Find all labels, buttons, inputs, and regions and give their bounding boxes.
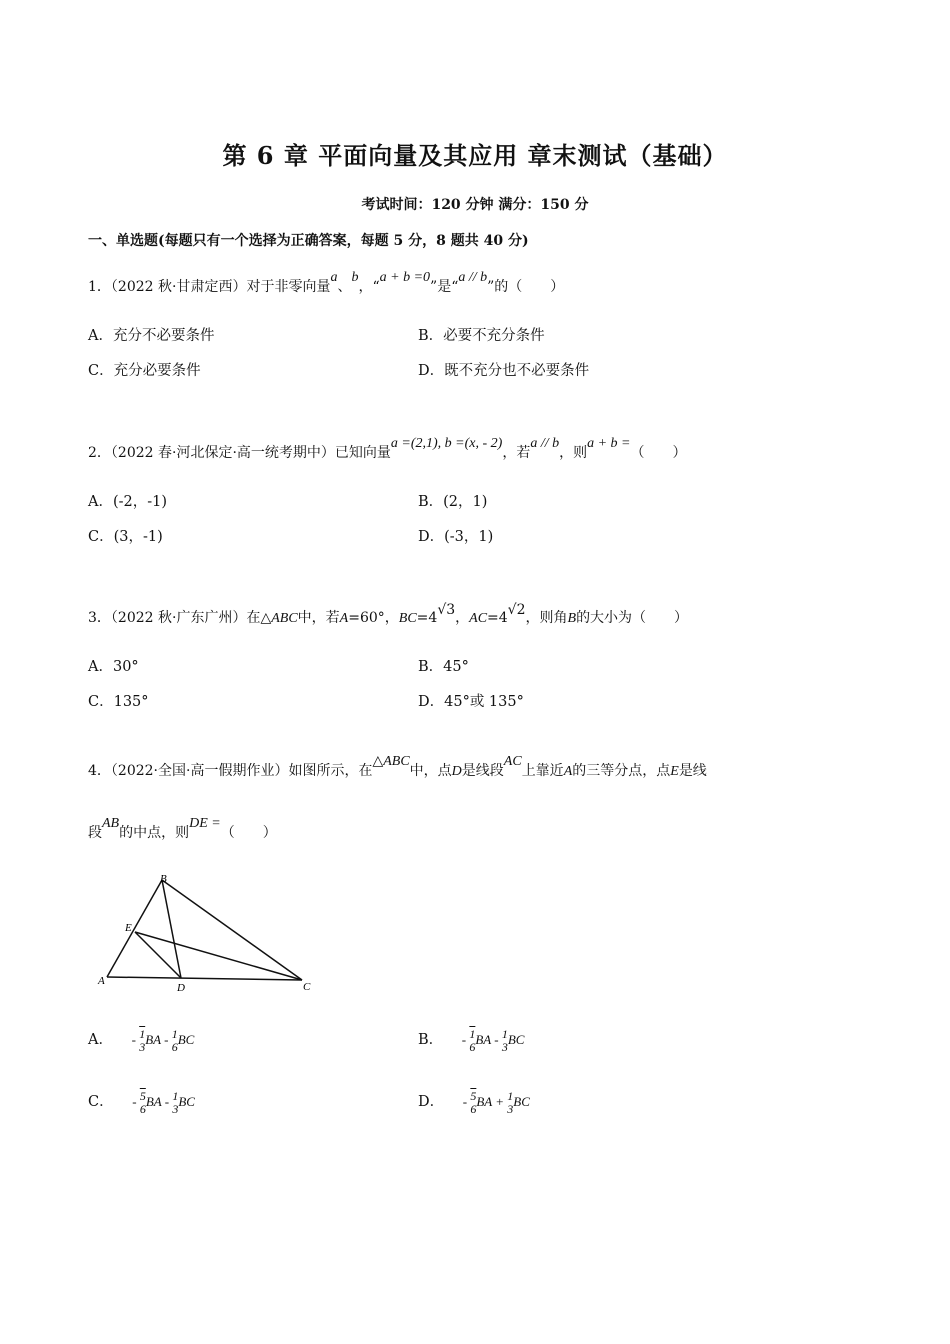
- segment-ac: [107, 977, 302, 980]
- exam-info: 考试时间：120 分钟 满分：150 分: [361, 197, 589, 213]
- q3-option-a: A．30°: [88, 659, 139, 675]
- vector: BA: [476, 1094, 492, 1109]
- vector: BC: [513, 1094, 530, 1109]
- vector: BA: [475, 1032, 492, 1047]
- denominator: 3: [139, 1040, 146, 1055]
- q3-stem-b: 中，若: [297, 610, 340, 626]
- question-1: [88, 270, 565, 296]
- vector: BC: [507, 1032, 525, 1047]
- vector: BA: [145, 1094, 162, 1109]
- q2-mid2: ，则: [559, 445, 588, 461]
- q4-option-d-expr: [462, 1089, 530, 1117]
- q3-number: 3．: [88, 610, 111, 626]
- numerator: 5: [139, 1089, 146, 1104]
- triangle-figure: [92, 868, 322, 998]
- q1-end: ”的（ ）: [487, 279, 565, 295]
- q4-de: DE =: [189, 816, 221, 831]
- q4-option-c-label: C．: [88, 1094, 114, 1110]
- operator: -: [164, 1094, 170, 1109]
- numerator: 5: [470, 1089, 477, 1104]
- denominator: 3: [501, 1040, 508, 1055]
- q4-stem-d: 上靠近: [521, 763, 564, 779]
- q3-bc: BC: [398, 611, 417, 626]
- q3-option-c: C．135°: [88, 694, 149, 710]
- label-a: A: [98, 975, 105, 987]
- q4-ac: AC: [503, 754, 522, 769]
- q4-stem-a: （2022·全国·高一假期作业）如图所示，在: [110, 763, 373, 779]
- q4-line2-b: 的中点，则: [119, 825, 190, 841]
- q1-sep: 、: [337, 279, 352, 295]
- numerator: 1: [469, 1027, 476, 1042]
- q4-option-a-expr: [131, 1027, 195, 1055]
- q2-option-b: B．(2，1): [418, 494, 488, 510]
- denominator: 6: [469, 1040, 476, 1055]
- question-3: [88, 602, 689, 627]
- q1-condition-sum: a + b =0: [379, 270, 431, 285]
- q4-option-b: [418, 1028, 524, 1054]
- section-heading: 一、单选题(每题只有一个选择为正确答案，每题 5 分，8 题共 40 分): [88, 233, 529, 249]
- denominator: 6: [139, 1102, 146, 1117]
- q1-mid: ”是“: [430, 279, 459, 295]
- denominator: 6: [470, 1102, 477, 1117]
- operator: -: [164, 1032, 169, 1047]
- q4-option-c-expr: [132, 1089, 195, 1117]
- q3-stem-h: 的大小为（ ）: [576, 610, 689, 626]
- numerator: 1: [507, 1089, 514, 1104]
- q4-option-d-label: D．: [418, 1094, 445, 1110]
- q2-option-d: D．(-3，1): [418, 529, 494, 545]
- numerator: 1: [501, 1027, 508, 1042]
- sign: -: [461, 1032, 467, 1047]
- segment-ab: [107, 880, 162, 977]
- sign: -: [131, 1032, 136, 1047]
- q1-condition-parallel: a // b: [458, 270, 488, 285]
- q3-sqrt2: √2: [507, 602, 526, 618]
- q4-option-c: [88, 1090, 195, 1116]
- q3-ac: AC: [469, 611, 488, 626]
- q4-stem-f: 是线: [678, 763, 707, 779]
- q2-end: （ ）: [630, 445, 687, 461]
- q1-option-d: D．既不充分也不必要条件: [418, 363, 590, 379]
- q4-option-a-label: A．: [88, 1032, 113, 1048]
- q2-sum: a + b =: [587, 436, 631, 451]
- q3-stem-f: =4: [487, 610, 508, 626]
- q2-mid1: ，若: [502, 445, 531, 461]
- q2-vectors: a =(2,1), b =(x, - 2): [390, 436, 503, 451]
- q1-option-c: C．充分必要条件: [88, 363, 201, 379]
- q4-option-a: [88, 1028, 194, 1054]
- q3-option-b: B．45°: [418, 659, 469, 675]
- operator: -: [494, 1032, 499, 1047]
- q3-stem-a: （2022 秋·广东广州）在△: [110, 610, 272, 626]
- q4-point-d: D: [451, 764, 462, 779]
- q4-number: 4．: [88, 763, 111, 779]
- q3-angle-b: B: [567, 611, 577, 626]
- q1-vector-a: a: [330, 270, 338, 285]
- q1-number: 1．: [88, 279, 111, 295]
- denominator: 6: [171, 1040, 178, 1055]
- q4-stem-e: 的三等分点，点: [572, 763, 671, 779]
- label-c: C: [303, 981, 311, 993]
- q1-quote-open: ，“: [358, 279, 380, 295]
- q4-triangle: △ABC: [372, 754, 410, 769]
- segment-bd: [162, 880, 181, 978]
- sign: -: [462, 1094, 468, 1109]
- q4-option-b-label: B．: [418, 1032, 444, 1048]
- question-4: [88, 754, 707, 780]
- sign: -: [132, 1094, 137, 1109]
- q1-stem: （2022 秋·甘肃定西）对于非零向量: [110, 279, 331, 295]
- question-4-line2: [88, 816, 277, 842]
- q3-stem-e: ，: [455, 610, 470, 626]
- q3-option-d: D．45°或 135°: [418, 694, 524, 710]
- label-e: E: [125, 922, 132, 934]
- numerator: 1: [171, 1027, 178, 1042]
- segment-bc: [162, 880, 302, 980]
- q4-line2-c: （ ）: [220, 825, 277, 841]
- q4-line2-a: 段: [88, 825, 102, 841]
- q3-stem-g: ，则角: [525, 610, 568, 626]
- q2-number: 2．: [88, 445, 111, 461]
- q4-option-b-expr: [461, 1027, 525, 1055]
- q2-option-c: C．(3，-1): [88, 529, 163, 545]
- label-b: B: [160, 873, 167, 885]
- q3-sqrt3: √3: [437, 602, 456, 618]
- vector: BC: [177, 1032, 195, 1047]
- label-d: D: [177, 982, 185, 994]
- vector: BA: [145, 1032, 161, 1047]
- numerator: 1: [172, 1089, 179, 1104]
- numerator: 1: [139, 1027, 146, 1042]
- q1-vector-b: b: [351, 270, 359, 285]
- q2-stem: （2022 春·河北保定·高一统考期中）已知向量: [110, 445, 391, 461]
- q2-parallel: a // b: [530, 436, 560, 451]
- q4-ab: AB: [102, 816, 120, 831]
- q4-point-a: A: [563, 764, 573, 779]
- q2-option-a: A．(-2，-1): [88, 494, 168, 510]
- page-title: 第 6 章 平面向量及其应用 章末测试（基础）: [222, 141, 728, 170]
- q1-option-a: A．充分不必要条件: [88, 328, 215, 344]
- q3-triangle: ABC: [271, 611, 298, 626]
- denominator: 3: [172, 1102, 179, 1117]
- q4-stem-c: 是线段: [461, 763, 504, 779]
- question-2: [88, 436, 687, 462]
- q4-stem-b: 中，点: [409, 763, 452, 779]
- vector: BC: [178, 1094, 195, 1109]
- q3-stem-d: =4: [416, 610, 438, 626]
- q3-stem-c: =60°，: [348, 610, 399, 626]
- operator: +: [495, 1094, 505, 1109]
- q4-point-e: E: [670, 764, 679, 779]
- q3-angle-a: A: [339, 611, 349, 626]
- q4-option-d: [418, 1090, 530, 1116]
- denominator: 3: [507, 1102, 514, 1117]
- q1-option-b: B．必要不充分条件: [418, 328, 545, 344]
